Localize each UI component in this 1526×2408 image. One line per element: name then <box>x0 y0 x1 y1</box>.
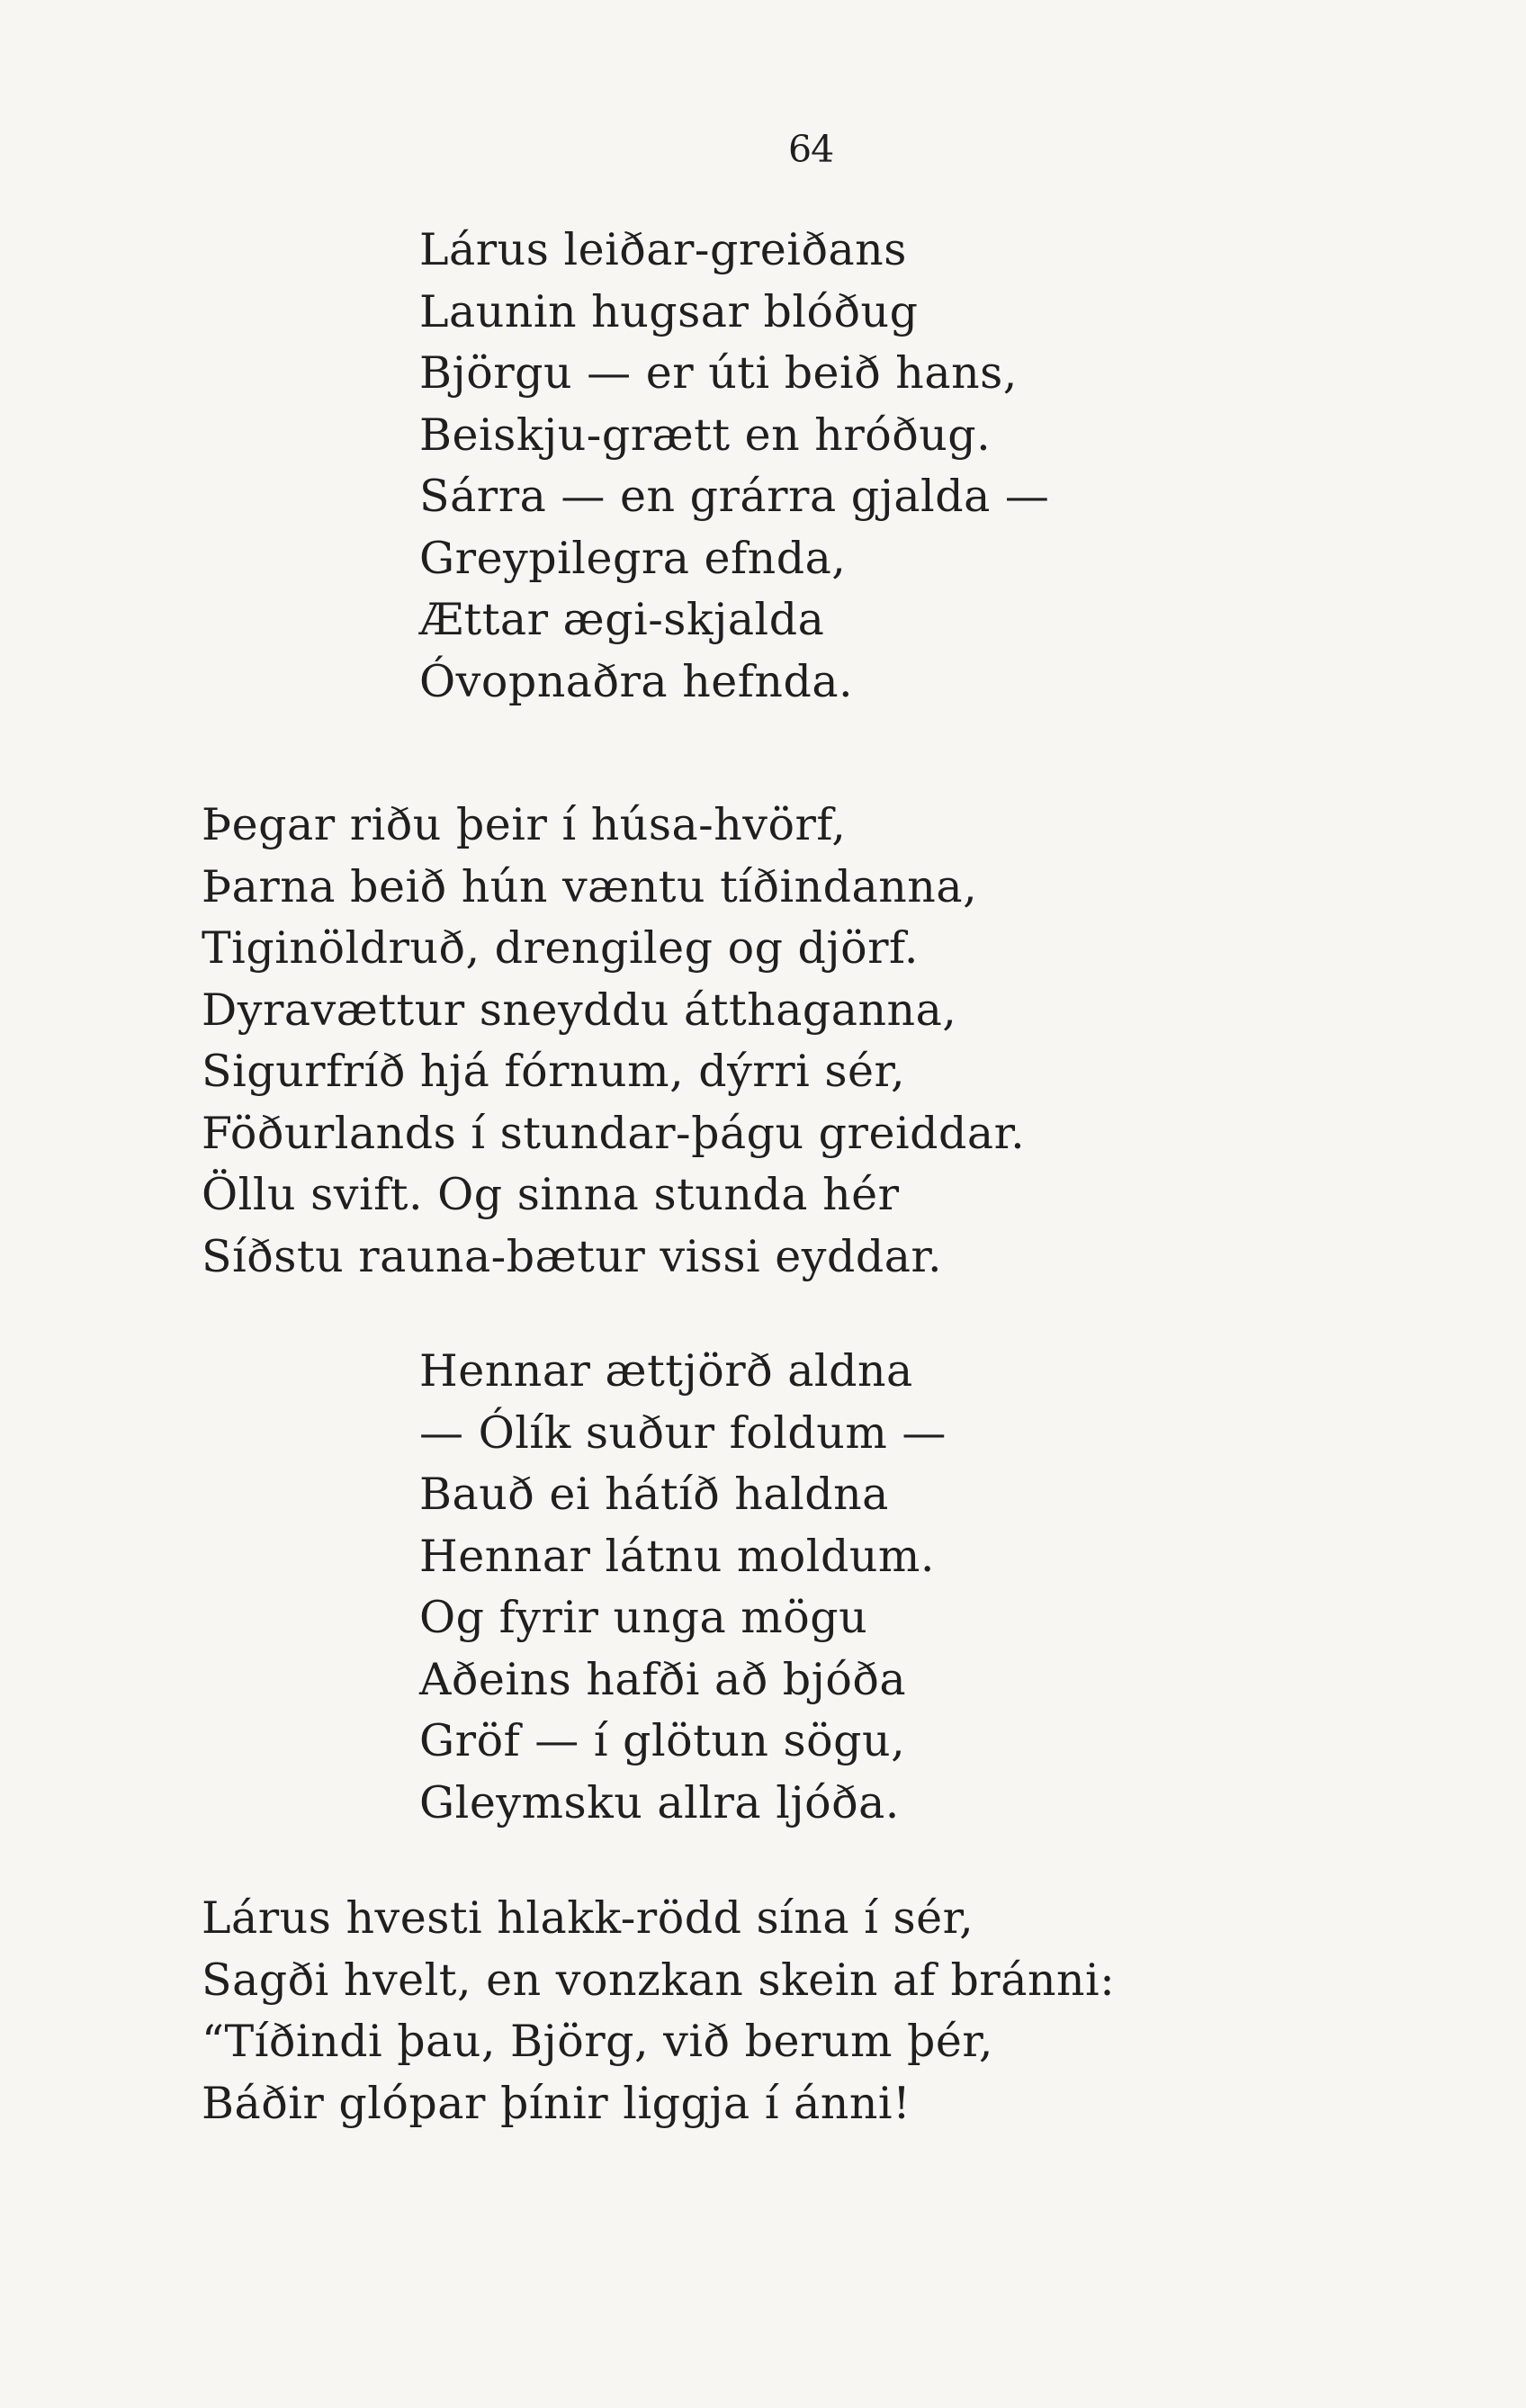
verse-line: Þegar riðu þeir í húsa-hvörf, <box>202 799 847 850</box>
verse-line: — Ólík suður foldum — <box>419 1406 947 1459</box>
verse-line: Gröf — í glötun sögu, <box>419 1715 906 1766</box>
verse-line: Og fyrir unga mögu <box>419 1592 868 1643</box>
stanza-3 <box>419 1341 947 1834</box>
verse-line: Sárra — en grárra gjalda — <box>419 471 1050 522</box>
verse-line: Beiskju-grætt en hróðug. <box>419 409 992 461</box>
verse-line: Hennar látnu moldum. <box>419 1530 935 1582</box>
verse-line: Lárus leiðar-greiðans <box>419 224 907 275</box>
verse-line: Öllu svift. Og sinna stunda hér <box>202 1169 900 1220</box>
verse-line: Hennar ættjörð aldna <box>419 1345 913 1397</box>
verse-line: Báðir glópar þínir liggja í ánni! <box>202 2077 911 2129</box>
verse-line: Sigurfríð hjá fórnum, dýrri sér, <box>202 1046 906 1097</box>
verse-line: Launin hugsar blóðug <box>419 285 919 337</box>
verse-line: Föðurlands í stundar-þágu greiddar. <box>202 1107 1026 1159</box>
stanza-1 <box>419 220 1049 713</box>
verse-line: Þarna beið hún væntu tíðindanna, <box>202 860 978 912</box>
stanza-2 <box>202 795 1025 1288</box>
verse-line: “Tíðindi þau, Björg, við berum þér, <box>202 2016 993 2067</box>
verse-line: Bauð ei hátíð haldna <box>419 1469 889 1520</box>
verse-line: Óvopnaðra hefnda. <box>419 655 854 707</box>
verse-line: Björgu — er úti beið hans, <box>419 347 1018 399</box>
verse-line: Tiginöldruð, drengileg og djörf. <box>202 922 920 974</box>
page-number: 64 <box>788 128 834 171</box>
verse-line: Aðeins hafði að bjóða <box>419 1653 907 1705</box>
verse-line: Dyravættur sneyddu átthaganna, <box>202 984 957 1036</box>
verse-line: Sagði hvelt, en vonzkan skein af bránni: <box>202 1954 1116 2006</box>
verse-line: Síðstu rauna-bætur vissi eyddar. <box>202 1230 943 1282</box>
verse-line: Greypilegra efnda, <box>419 532 847 584</box>
verse-line: Gleymsku allra ljóða. <box>419 1776 900 1828</box>
verse-line: Ættar ægi-skjalda <box>419 594 825 645</box>
verse-line: Lárus hvesti hlakk-rödd sína í sér, <box>202 1892 974 1944</box>
stanza-4 <box>202 1888 1115 2134</box>
